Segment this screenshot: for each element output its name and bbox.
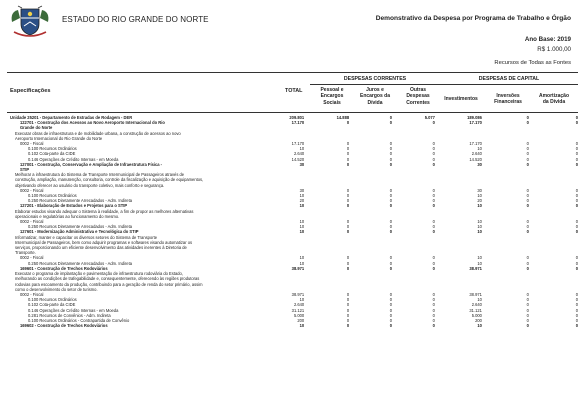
row-value: 30 <box>299 187 305 193</box>
row-value: 14.520 <box>469 156 482 162</box>
row-value: 0 <box>389 312 393 318</box>
row-value: 0 <box>575 229 578 235</box>
row-value: 0 <box>432 302 435 308</box>
row-label: Informatizar, manter e capacitar os diversos setores do Sistema de Transporte <box>15 234 157 240</box>
row-value: 5.077 <box>424 115 435 120</box>
row-value: 0 <box>389 224 393 230</box>
row-value: 0 <box>526 187 529 193</box>
row-value: 10 <box>477 203 482 209</box>
row-value: 0 <box>432 219 435 225</box>
row-label: Melhorar a infraestrutura do Sistema de Transporte Intermunicipal de Passageiros através de <box>15 172 185 178</box>
row-value: 0 <box>346 120 350 126</box>
row-label: 0.100 Recursos Ordinários - Contrapartida de Convênio <box>28 317 130 323</box>
row-label: Transporte. <box>15 250 36 256</box>
row-label: 0.146 Operações de Crédito Internas - em Moeda <box>28 156 119 162</box>
row-value: 0 <box>389 193 393 199</box>
row-value: 0 <box>526 219 529 225</box>
row-value: 0 <box>389 260 393 266</box>
row-value: 0 <box>526 255 529 261</box>
row-value: 0 <box>432 317 435 323</box>
col-total: TOTAL <box>285 88 303 94</box>
header-top-rule <box>7 72 578 73</box>
col-outras-line: Despesas <box>406 93 430 100</box>
row-value: 2.640 <box>471 151 482 157</box>
row-value: 200 <box>475 317 482 323</box>
row-label: 169601 - Construção de Trechos Rodoviários <box>20 265 108 271</box>
row-value: 0 <box>526 120 529 126</box>
row-value: 0 <box>526 323 529 329</box>
row-value: 0 <box>389 120 393 126</box>
col-pessoal-line: Encargos <box>320 93 344 100</box>
row-value: 0 <box>526 260 529 266</box>
row-label: 0.102 Cota-parte da CIDE <box>28 302 76 308</box>
row-value: 0 <box>389 198 393 204</box>
row-value: 20 <box>299 198 305 204</box>
row-value: 0 <box>432 203 435 209</box>
row-value: 0 <box>346 151 350 157</box>
row-value: 10 <box>477 260 482 266</box>
col-outras-line: Correntes <box>406 99 430 106</box>
row-value: 17.170 <box>291 120 305 126</box>
expense-table-body <box>10 115 578 328</box>
row-value: 0 <box>575 151 578 157</box>
row-value: 0 <box>432 224 435 230</box>
row-value: 0 <box>432 120 435 126</box>
row-value: 10 <box>477 255 482 261</box>
col-outras <box>398 87 438 106</box>
row-value: 0 <box>575 198 578 204</box>
row-value: 14.888 <box>336 115 350 120</box>
row-value: 0 <box>526 141 529 147</box>
correntes-rule <box>310 84 453 85</box>
row-value: 0 <box>346 224 350 230</box>
row-value: 0 <box>389 146 393 152</box>
row-label: 0002 - Fiscal <box>20 291 44 297</box>
col-juros-line: Juros e <box>366 87 384 93</box>
row-value: 2.640 <box>471 302 482 308</box>
row-label: operacionais e regulatórias ao funcionamento do mesmo. <box>15 213 120 219</box>
row-value: 0 <box>346 297 350 303</box>
row-label: 127001 - Construção, Conservação e Ampliação de Infraestrutura Física - <box>20 161 163 167</box>
row-value: 38.971 <box>291 291 305 297</box>
row-value: 0 <box>575 297 578 303</box>
row-value: 10 <box>299 297 305 303</box>
row-value: 38.971 <box>291 265 305 271</box>
row-value: 0 <box>432 161 435 167</box>
group-despesas-correntes: DESPESAS CORRENTES <box>343 76 407 82</box>
row-value: 0 <box>432 187 435 193</box>
row-value: 0 <box>346 187 350 193</box>
row-value: 10 <box>299 224 305 230</box>
row-label: 127201 - Elaboração de Estudos e Projetos para o STIP <box>20 203 128 209</box>
row-value: 0 <box>346 219 350 225</box>
col-outras-line: Outras <box>409 87 427 93</box>
row-value: 209.801 <box>289 115 305 120</box>
row-label: 169602 - Construção de Trechos Rodoviários <box>20 323 108 329</box>
row-value: 17.170 <box>469 120 482 126</box>
col-pessoal-line: Sociais <box>323 99 341 106</box>
row-value: 10 <box>477 146 482 152</box>
row-value: 0 <box>575 255 578 261</box>
col-inversoes <box>486 93 530 106</box>
expense-table <box>10 115 578 328</box>
row-value: 0 <box>389 156 393 162</box>
row-value: 0 <box>346 323 350 329</box>
row-value: 0 <box>346 146 350 152</box>
row-value: 10 <box>299 219 305 225</box>
col-juros-line: Dívida <box>367 99 383 106</box>
row-value: 0 <box>432 151 435 157</box>
row-label: como o desenvolvimento do setor de turismo. <box>15 286 98 292</box>
col-pessoal <box>312 87 352 106</box>
row-value: 20 <box>477 198 482 204</box>
row-label: serviços, proporcionando um eficiente desenvolvimento das atividades inerentes à Diretoria de <box>15 245 187 251</box>
row-value: 0 <box>346 317 350 323</box>
row-value: 0 <box>346 291 350 297</box>
row-value: 0 <box>575 120 578 126</box>
row-value: 0 <box>346 312 350 318</box>
row-label: construção, ampliação, manutenção, consultoria, controle da fiscalização e aquisição de equipamentos, <box>15 177 204 183</box>
col-pessoal-line: Pessoal e <box>320 87 344 93</box>
row-label: 0.102 Cota-parte da CIDE <box>28 151 76 157</box>
row-value: 0 <box>432 141 435 147</box>
row-label: Grande do Norte <box>20 125 53 131</box>
row-value: 0 <box>389 219 393 225</box>
row-value: 0 <box>346 198 350 204</box>
row-label: Elaborar estudos visando adequar o Sistema à realidade, a fim de propor as melhores alternativas <box>15 208 194 214</box>
row-value: 0 <box>526 198 529 204</box>
row-value: 0 <box>389 255 393 261</box>
row-value: 2.640 <box>293 302 305 308</box>
col-amortizacao-line: da Dívida <box>542 99 566 106</box>
row-value: 0 <box>389 323 393 329</box>
row-label: 122701 - Construção dos Acessos ao Novo Aeroporto Internacional do Rio <box>20 120 165 126</box>
row-value: 0 <box>346 255 350 261</box>
row-value: 0 <box>575 302 578 308</box>
col-juros <box>354 87 396 106</box>
row-value: 0 <box>346 260 350 266</box>
row-value: 0 <box>575 291 578 297</box>
row-value: 10 <box>299 229 305 235</box>
row-label: 0.250 Recursos Diretamente Arrecadados - Adm. Indireta <box>28 198 132 204</box>
row-value: 10 <box>299 146 305 152</box>
row-value: 0 <box>526 317 529 323</box>
row-value: 0 <box>432 312 435 318</box>
row-value: 10 <box>477 193 482 199</box>
row-value: 0 <box>575 312 578 318</box>
row-value: 0 <box>526 265 529 271</box>
row-value: 0 <box>346 307 350 313</box>
row-value: 0 <box>432 146 435 152</box>
col-especificacoes: Especificações <box>10 88 51 94</box>
row-value: 0 <box>389 302 393 308</box>
row-label: rodovias para escoamento da produção, contribuindo para a geração de renda do setor primário, assim <box>15 281 203 287</box>
row-value: 0 <box>432 255 435 261</box>
row-value: 0 <box>575 260 578 266</box>
row-value: 38.971 <box>469 265 482 271</box>
row-value: 0 <box>575 203 578 209</box>
row-value: 31.121 <box>469 307 482 313</box>
row-value: 0 <box>526 224 529 230</box>
row-value: 0 <box>346 265 350 271</box>
row-value: 10 <box>299 323 305 329</box>
col-investimentos <box>438 96 484 102</box>
row-value: 30 <box>477 187 482 193</box>
row-value: 0 <box>575 141 578 147</box>
row-label: Executar obras de infraestrutura e de mobilidade urbana, a construção de acessos ao novo <box>15 130 181 136</box>
row-value: 5.000 <box>293 312 305 318</box>
row-value: 0 <box>389 317 393 323</box>
report-title: Demonstrativo da Despesa por Programa de Trabalho e Órgão <box>375 15 571 22</box>
row-value: 189.086 <box>467 115 482 120</box>
row-value: 0 <box>389 187 393 193</box>
capital-rule <box>440 84 578 85</box>
table-row <box>10 323 578 328</box>
row-value: 0 <box>389 203 393 209</box>
row-value: 0 <box>526 291 529 297</box>
row-value: 10 <box>477 297 482 303</box>
row-value: 0 <box>575 224 578 230</box>
row-value: 10 <box>299 203 305 209</box>
row-value: 0 <box>432 260 435 266</box>
row-value: 0 <box>575 156 578 162</box>
row-label: Executar o programa de implantação e pavimentação de infraestrutura rodoviária do Estado, <box>15 271 183 277</box>
row-value: 0 <box>389 229 393 235</box>
row-value: 10 <box>477 323 482 329</box>
row-value: 0 <box>526 297 529 303</box>
row-value: 0 <box>346 161 350 167</box>
row-value: 0 <box>575 161 578 167</box>
col-amortizacao-line: Amortização <box>538 93 569 99</box>
row-value: 0 <box>346 203 350 209</box>
header-bottom-rule <box>7 112 578 113</box>
row-value: 0 <box>526 203 529 209</box>
row-label: 0.100 Recursos Ordinários <box>28 297 77 303</box>
row-value: 0 <box>526 146 529 152</box>
row-value: 0 <box>526 161 529 167</box>
row-value: 0 <box>432 265 435 271</box>
row-value: 17.170 <box>469 141 482 147</box>
row-value: 0 <box>575 187 578 193</box>
row-value: 31.121 <box>291 307 305 313</box>
row-value: 0 <box>575 115 578 120</box>
row-value: 0 <box>432 198 435 204</box>
row-value: 0 <box>432 307 435 313</box>
row-value: 0 <box>526 312 529 318</box>
row-value: 0 <box>526 151 529 157</box>
row-value: 0 <box>526 302 529 308</box>
col-inversoes-line: Financeiras <box>494 99 522 106</box>
row-value: 5.000 <box>471 312 482 318</box>
row-value: 10 <box>299 260 305 266</box>
row-label: STIP <box>20 167 30 173</box>
row-value: 30 <box>477 161 482 167</box>
row-value: 0 <box>526 229 529 235</box>
row-value: 0 <box>432 323 435 329</box>
col-amortizacao <box>530 93 578 106</box>
row-label: 0.100 Recursos Ordinários <box>28 146 77 152</box>
row-value: 0 <box>575 323 578 329</box>
row-value: 0 <box>389 307 393 313</box>
row-value: 0 <box>389 115 393 120</box>
row-value: 0 <box>432 291 435 297</box>
row-value: 0 <box>526 156 529 162</box>
row-value: 30 <box>299 161 305 167</box>
row-value: 0 <box>575 219 578 225</box>
row-value: 10 <box>299 255 305 261</box>
col-juros-line: Encargos da <box>359 93 390 100</box>
row-value: 0 <box>432 229 435 235</box>
row-label: melhorando as condições de trafegabilidade e, consequentemente, oferecendo às regiões produtoras <box>15 276 200 282</box>
row-value: 2.640 <box>293 151 305 157</box>
row-label: Aeroporto Internacional do Rio Grande do Norte <box>15 135 103 141</box>
row-label: 0002 - Fiscal <box>20 141 44 147</box>
row-value: 0 <box>346 156 350 162</box>
row-value: 0 <box>526 193 529 199</box>
row-value: 38.971 <box>469 291 482 297</box>
row-label: Unidade 25201 - Departamento de Estradas de Rodagem - DER <box>10 115 133 120</box>
row-value: 0 <box>389 141 393 147</box>
state-coat-of-arms-logo <box>8 4 52 40</box>
row-value: 0 <box>389 161 393 167</box>
row-value: 0 <box>575 146 578 152</box>
row-value: 0 <box>575 317 578 323</box>
row-value: 0 <box>575 307 578 313</box>
base-year: Ano Base: 2019 <box>524 36 571 43</box>
row-value: 0 <box>389 291 393 297</box>
row-value: 0 <box>526 307 529 313</box>
row-value: 17.170 <box>291 141 305 147</box>
row-value: 0 <box>346 141 350 147</box>
row-label: 0.100 Recursos Ordinários <box>28 193 77 199</box>
row-label: 0.146 Operações de Crédito Internas - em Moeda <box>28 307 119 313</box>
row-value: 0 <box>432 156 435 162</box>
col-investimentos-line: Investimentos <box>444 96 478 102</box>
row-value: 10 <box>477 229 482 235</box>
row-value: 0 <box>346 193 350 199</box>
col-inversoes-line: Inversões <box>496 93 520 99</box>
row-label: 127601 - Modernização Administrativa e Tecnológica do STIP <box>20 229 139 235</box>
row-value: 0 <box>432 297 435 303</box>
resource-source: Recursos de Todas as Fontes <box>494 60 571 66</box>
row-value: 0 <box>389 265 393 271</box>
row-value: 0 <box>526 115 529 120</box>
state-name: ESTADO DO RIO GRANDE DO NORTE <box>62 15 209 24</box>
row-value: 0 <box>575 193 578 199</box>
row-value: 200 <box>297 317 305 323</box>
currency-unit: R$ 1.000,00 <box>537 46 571 53</box>
row-value: 0 <box>432 193 435 199</box>
row-label: Intermunicipal de Passageiros, bem como adquirir programas e softwares visando automatizar os <box>15 239 193 245</box>
row-label: 0002 - Fiscal <box>20 187 44 193</box>
row-label: 0002 - Fiscal <box>20 219 44 225</box>
row-value: 0 <box>346 302 350 308</box>
row-value: 10 <box>477 224 482 230</box>
row-value: 0 <box>389 151 393 157</box>
row-label: objetivando oferecer ao usuário do transporte coletivo, mais conforto e segurança. <box>15 182 165 188</box>
row-label: 0.281 Recursos de Convênios - Adm. Indireta <box>28 312 111 318</box>
row-label: 0.250 Recursos Diretamente Arrecadados - Adm. Indireta <box>28 224 132 230</box>
row-value: 0 <box>389 297 393 303</box>
row-value: 14.520 <box>291 156 305 162</box>
row-label: 0.250 Recursos Diretamente Arrecadados - Adm. Indireta <box>28 260 132 266</box>
row-label: 0002 - Fiscal <box>20 255 44 261</box>
row-value: 10 <box>477 219 482 225</box>
group-despesas-capital: DESPESAS DE CAPITAL <box>478 76 540 82</box>
row-value: 0 <box>575 265 578 271</box>
row-value: 0 <box>346 229 350 235</box>
row-value: 10 <box>299 193 305 199</box>
